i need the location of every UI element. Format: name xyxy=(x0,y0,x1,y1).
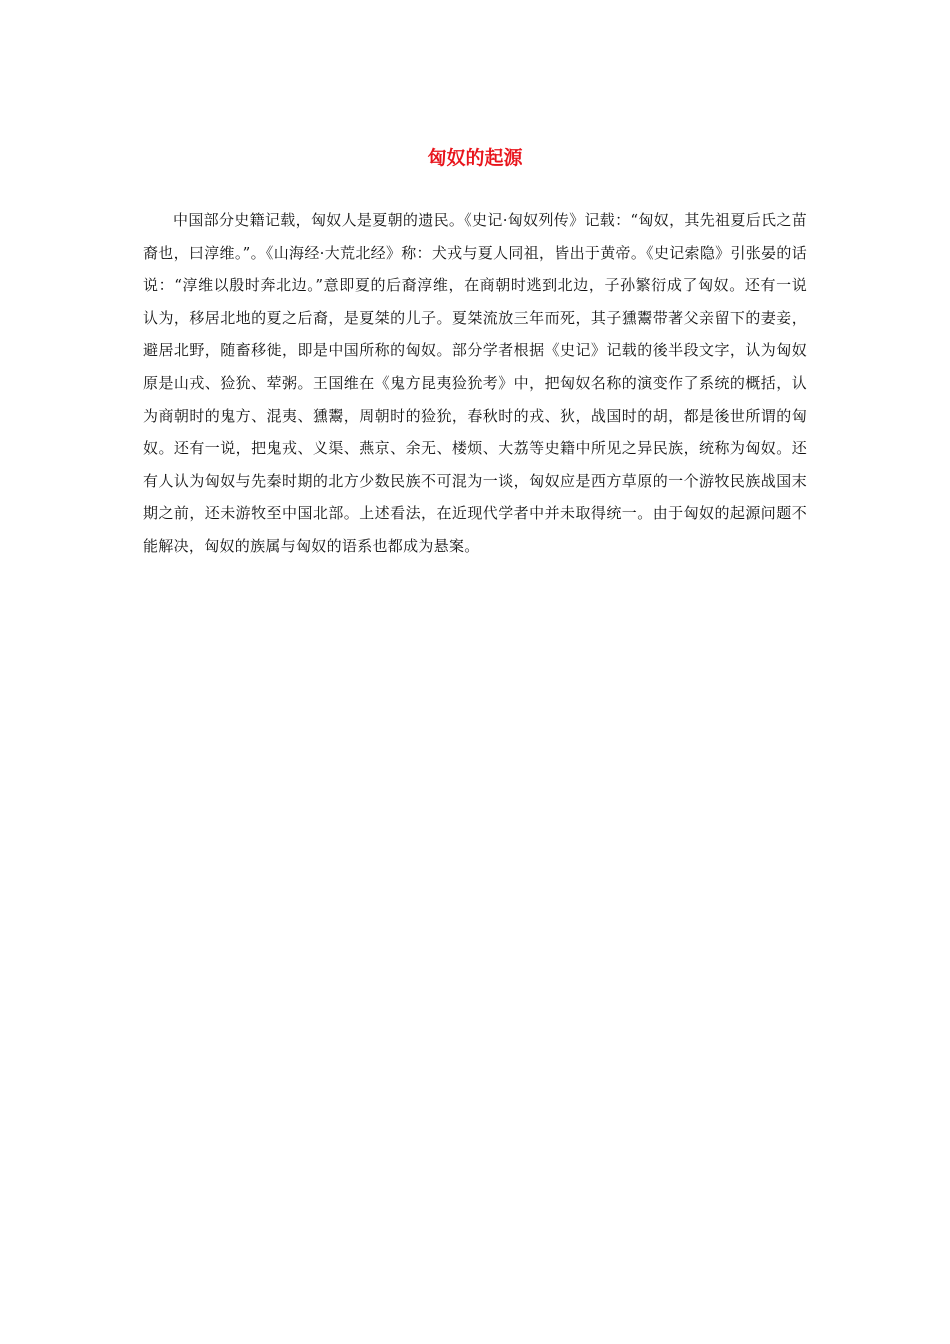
document-body-paragraph: 中国部分史籍记载，匈奴人是夏朝的遗民。《史记·匈奴列传》记载：“匈奴，其先祖夏后氏之苗裔也，曰淳维。”。《山海经·大荒北经》称：犬戎与夏人同祖，皆出于黄帝。《史记索隐》引张晏的话说：“淳维以殷时奔北边。”意即夏的后裔淳维，在商朝时逃到北边，子孙繁衍成了匈奴。还有一说认为，移居北地的夏之后裔，是夏桀的儿子。夏桀流放三年而死，其子獯鬻带著父亲留下的妻妾，避居北野，随畜移徙，即是中国所称的匈奴。部分学者根据《史记》记载的後半段文字，认为匈奴原是山戎、猃狁、荤粥。王国维在《鬼方昆夷猃狁考》中，把匈奴名称的演变作了系统的概括，认为商朝时的鬼方、混夷、獯鬻，周朝时的猃狁，春秋时的戎、狄，战国时的胡，都是後世所谓的匈奴。还有一说，把鬼戎、义渠、燕京、余无、楼烦、大荔等史籍中所见之异民族，统称为匈奴。还有人认为匈奴与先秦时期的北方少数民族不可混为一谈，匈奴应是西方草原的一个游牧民族战国末期之前，还未游牧至中国北部。上述看法，在近现代学者中并未取得统一。由于匈奴的起源问题不能解决，匈奴的族属与匈奴的语系也都成为悬案。 xyxy=(143,211,807,555)
document-title: 匈奴的起源 xyxy=(427,147,523,169)
